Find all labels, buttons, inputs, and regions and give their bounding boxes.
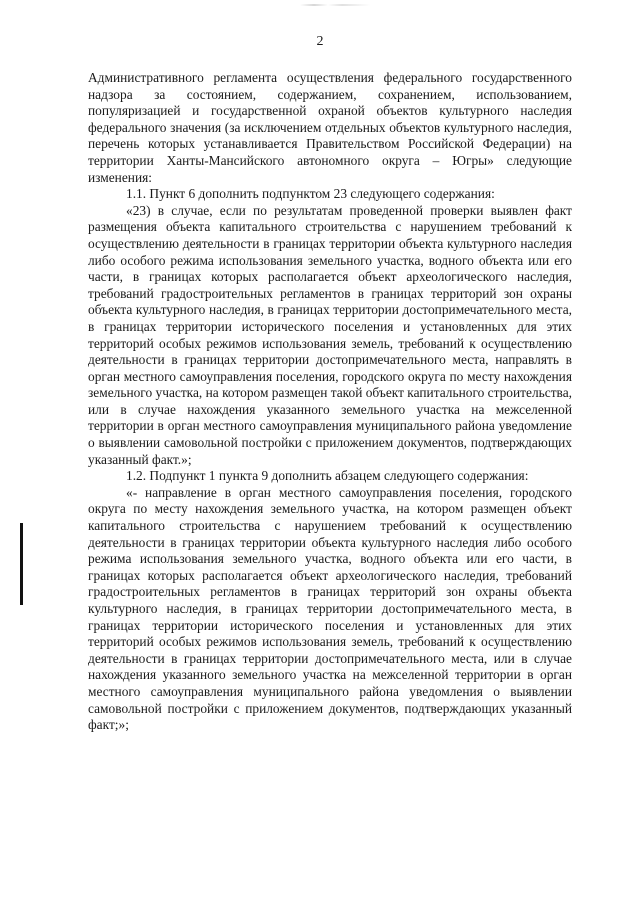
page-number: 2 bbox=[316, 34, 324, 49]
paragraph-item-1-1: 1.1. Пункт 6 дополнить подпунктом 23 следующего содержания: bbox=[126, 186, 495, 202]
paragraph-new-clause: «- направление в орган местного самоуправления поселения, городского округа по месту нахождения земельного участка, на котором размещен объект капитального строительства с нарушением требований к осуществлению деятельности в границах территории объекта культурного наследия либо особого режима использования земельного участка, водного объекта или его части, в границах которых располагается объект археологического наследия, требований градостроительных регламентов в границах территорий зон охраны объекта культурного наследия, в границах территории достопримечательного места, в границах территории исторического поселения и установленных для этих территорий особых режимов использования земель, требований к осуществлению деятельности в границах территории достопримечательного места, или в случае нахождения указанного земельного участка на межселенной территории в орган местного самоуправления муниципального района уведомления о выявлении самовольной постройки с приложением документов, подтверждающих указанный факт;»; bbox=[88, 484, 572, 733]
scan-artifact bbox=[300, 4, 370, 6]
paragraph-subitem-23: «23) в случае, если по результатам проведенной проверки выявлен факт размещения объекта капитального строительства с нарушением требований к осуществлению деятельности в границах территории объекта культурного наследия либо особого режима использования земельного участка, водного объекта или его части, в границах которых располагается объект археологического наследия, требований градостроительных регламентов в границах территорий зон охраны объекта культурного наследия, в границах территории достопримечательного места, в границах территории исторического поселения и установленных для этих территорий особых режимов использования земель, требований к осуществлению деятельности в границах территории достопримечательного места, направлять в орган местного самоуправления поселения, городского округа по месту нахождения земельного участка, на котором размещен такой объект капитального строительства, или в случае нахождения указанного земельного участка на межселенной территории в орган местного самоуправления муниципального района уведомление о выявлении самовольной постройки с приложением документов, подтверждающих указанный факт.»; bbox=[88, 202, 572, 467]
margin-mark bbox=[20, 523, 23, 605]
paragraph-item-1-2: 1.2. Подпункт 1 пункта 9 дополнить абзацем следующего содержания: bbox=[126, 468, 529, 484]
paragraph-intro: Административного регламента осуществления федерального государственного надзора за состоянием, содержанием, сохранением, использованием, популяризацией и государственной охраной объектов культурного наследия федерального значения (за исключением отдельных объектов культурного наследия, перечень которых устанавливается Правительством Российской Федерации) на территории Ханты-Мансийского автономного округа – Югры» следующие изменения: bbox=[88, 70, 572, 185]
document-body bbox=[88, 70, 572, 734]
